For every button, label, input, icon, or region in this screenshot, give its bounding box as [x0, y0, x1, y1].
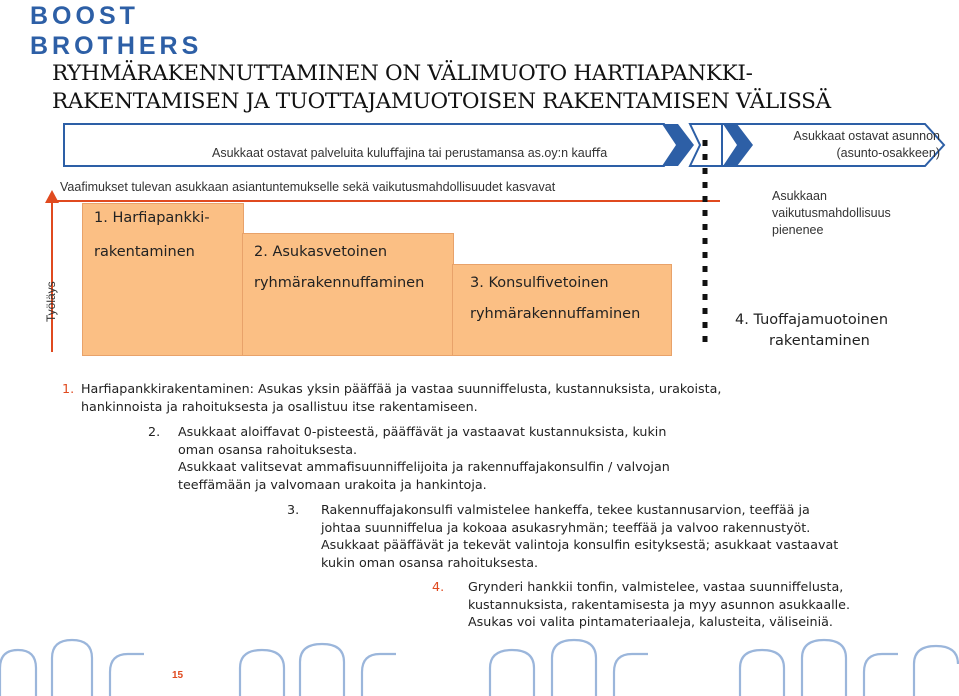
page-number: 15	[172, 670, 184, 681]
desc-1-line: hankinnoista ja rahoituksesta ja osallistuu itse rakentamiseen.	[81, 398, 478, 414]
title-line1: RYHMÄRAKENNUTTAMINEN ON VÄLIMUOTO HARTIAPANKKI-	[52, 61, 753, 86]
desc-4-line: kustannuksista, rakentamisesta ja myy asunnon asukkaalle.	[468, 596, 850, 612]
desc-3-line: Asukkaat pääﬀävät ja tekevät valintoja konsulﬁn esityksestä; asukkaat vastaavat	[321, 537, 839, 552]
stage-3-line1: 3. Konsulﬁvetoinen	[470, 275, 609, 291]
desc-4-num: 4.	[432, 579, 445, 594]
stage-1-line1: 1. Harﬁapankki-	[94, 210, 210, 226]
desc-3-num: 3.	[287, 502, 300, 517]
influence-text: Vaaﬁmukset tulevan asukkaan asiantuntemukselle sekä vaikutusmahdollisuudet kasvavat	[60, 180, 556, 194]
desc-1-text	[81, 380, 721, 415]
desc-4-line: Grynderi hankkii tonﬁn, valmistelee, vastaa suunniﬀelusta,	[468, 579, 844, 594]
top-bar-left-text: Asukkaat ostavat palveluita kuluﬀajina tai perustamansa as.oy:n kauﬀa	[212, 146, 608, 160]
stage-4-line2: rakentaminen	[769, 333, 870, 349]
influence-right-line3: pienenee	[772, 223, 824, 237]
top-bar-right-line1: Asukkaat ostavat asunnon	[793, 129, 940, 143]
stage-3-line2: ryhmärakennuﬀaminen	[470, 306, 641, 322]
influence-right-line1: Asukkaan	[772, 189, 827, 203]
logo-line2: BROTHERS	[30, 32, 203, 60]
desc-2-num: 2.	[148, 424, 161, 439]
logo-line1: BOOST	[30, 2, 139, 30]
stage-1-line2: rakentaminen	[94, 244, 195, 260]
stage-2-line2: ryhmärakennuﬀaminen	[254, 275, 425, 291]
top-bar-right-text	[710, 128, 940, 162]
footer-pattern	[0, 628, 959, 696]
desc-2-line: Asukkaat valitsevat ammaﬁsuunniﬀelijoita ja rakennuﬀajakonsulﬁn / valvojan	[178, 459, 670, 474]
title-line2: RAKENTAMISEN JA TUOTTAJAMUOTOISEN RAKENTAMISEN VÄLISSÄ	[52, 89, 831, 114]
axis-label: Työläys	[44, 281, 58, 322]
desc-3-text	[321, 501, 838, 571]
desc-2-text	[178, 423, 670, 493]
stage-4-line1: 4. Tuoﬀajamuotoinen	[735, 312, 889, 328]
desc-4-text	[468, 578, 850, 631]
desc-2-line: oman osansa rahoituksesta.	[178, 441, 358, 457]
desc-3-line: Rakennuﬀajakonsulﬁ valmistelee hankeﬀa, tekee kustannusarvion, teeﬀää ja	[321, 502, 810, 517]
top-bar-right-line2: (asunto-osakkeen)	[836, 146, 940, 160]
desc-4-line: Asukas voi valita pintamateriaaleja, kalusteita, väliseiniä.	[468, 614, 833, 629]
desc-1-num: 1.	[62, 381, 75, 396]
desc-2-line: Asukkaat aloiﬀavat 0-pisteestä, pääﬀävät ja vastaavat kustannuksista, kukin	[178, 424, 667, 439]
stage-2-line1: 2. Asukasvetoinen	[254, 244, 388, 260]
desc-2-line: teeﬀämään ja valvomaan urakoita ja hankintoja.	[178, 476, 487, 492]
desc-1-line: Harﬁapankkirakentaminen: Asukas yksin pääﬀää ja vastaa suunniﬀelusta, kustannuksista, urakoista,	[81, 381, 722, 396]
influence-right	[772, 188, 891, 239]
desc-3-line: kukin oman osansa rahoituksesta.	[321, 554, 539, 570]
desc-3-line: johtaa suunniﬀelua ja kokoaa asukasryhmän; teeﬀää ja valvoo rakennustyöt.	[321, 519, 811, 535]
influence-right-line2: vaikutusmahdollisuus	[772, 206, 891, 220]
